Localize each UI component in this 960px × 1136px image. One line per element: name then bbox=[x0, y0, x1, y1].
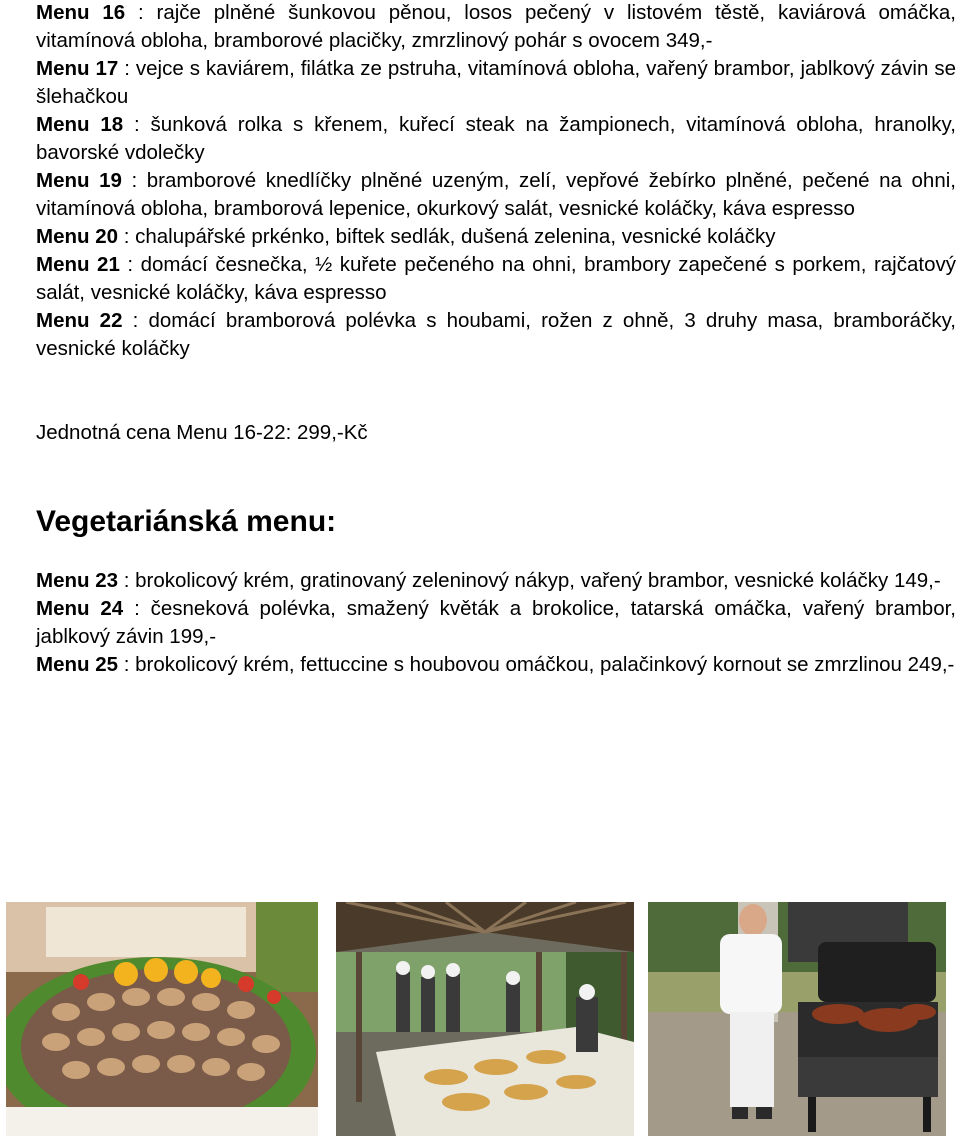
menu-item bbox=[36, 651, 956, 679]
vegetarian-heading: Vegetariánská menu: bbox=[36, 505, 337, 538]
menu-item bbox=[36, 223, 956, 251]
menu-number: Menu 19 bbox=[36, 169, 122, 192]
menu-number: Menu 21 bbox=[36, 253, 120, 276]
menu-list-16-22 bbox=[36, 0, 956, 363]
menu-description: : šunková rolka s křenem, kuřecí steak na žampionech, vitamínová obloha, hranolky, bavorské vdolečky bbox=[36, 113, 956, 164]
menu-item bbox=[36, 307, 956, 363]
menu-item bbox=[36, 567, 956, 595]
menu-list-vegetarian bbox=[36, 567, 956, 679]
menu-item bbox=[36, 111, 956, 167]
uniform-price-note: Jednotná cena Menu 16-22: 299,-Kč bbox=[36, 421, 368, 444]
menu-description: : domácí česnečka, ½ kuřete pečeného na ohni, brambory zapečené s porkem, rajčatový salát, vesnické koláčky, káva espresso bbox=[36, 253, 956, 304]
menu-item bbox=[36, 595, 956, 651]
menu-description: : brokolicový krém, gratinovaný zeleninový nákyp, vařený brambor, vesnické koláčky 149,- bbox=[118, 569, 941, 592]
food-platter-photo bbox=[6, 902, 318, 1136]
chef-grill-photo bbox=[648, 902, 946, 1136]
menu-description: : vejce s kaviárem, filátka ze pstruha, vitamínová obloha, vařený brambor, jablkový závin se šlehačkou bbox=[36, 57, 956, 108]
menu-description: : bramborové knedlíčky plněné uzeným, zelí, vepřové žebírko plněné, pečené na ohni, vitamínová obloha, bramborová lepenice, okurkový salát, vesnické koláčky, káva espresso bbox=[36, 169, 956, 220]
menu-item bbox=[36, 167, 956, 223]
menu-number: Menu 16 bbox=[36, 1, 126, 24]
menu-description: : chalupářské prkénko, biftek sedlák, dušená zelenina, vesnické koláčky bbox=[118, 225, 776, 248]
menu-item bbox=[36, 251, 956, 307]
menu-number: Menu 24 bbox=[36, 597, 124, 620]
menu-description: : česneková polévka, smažený květák a brokolice, tatarská omáčka, vařený brambor, jablkový závin 199,- bbox=[36, 597, 956, 648]
menu-description: : rajče plněné šunkovou pěnou, losos pečený v listovém těstě, kaviárová omáčka, vitamínová obloha, bramborové placičky, zmrzlinový pohár s ovocem 349,- bbox=[36, 1, 956, 52]
menu-number: Menu 23 bbox=[36, 569, 119, 592]
menu-number: Menu 20 bbox=[36, 225, 119, 248]
menu-number: Menu 25 bbox=[36, 653, 119, 676]
menu-description: : domácí bramborová polévka s houbami, rožen z ohně, 3 druhy masa, bramboráčky, vesnické koláčky bbox=[36, 309, 956, 360]
menu-number: Menu 22 bbox=[36, 309, 123, 332]
menu-item bbox=[36, 0, 956, 55]
menu-number: Menu 18 bbox=[36, 113, 124, 136]
menu-number: Menu 17 bbox=[36, 57, 119, 80]
menu-description: : brokolicový krém, fettuccine s houbovou omáčkou, palačinkový kornout se zmrzlinou 249,- bbox=[118, 653, 955, 676]
menu-item bbox=[36, 55, 956, 111]
pavilion-buffet-photo bbox=[336, 902, 634, 1136]
